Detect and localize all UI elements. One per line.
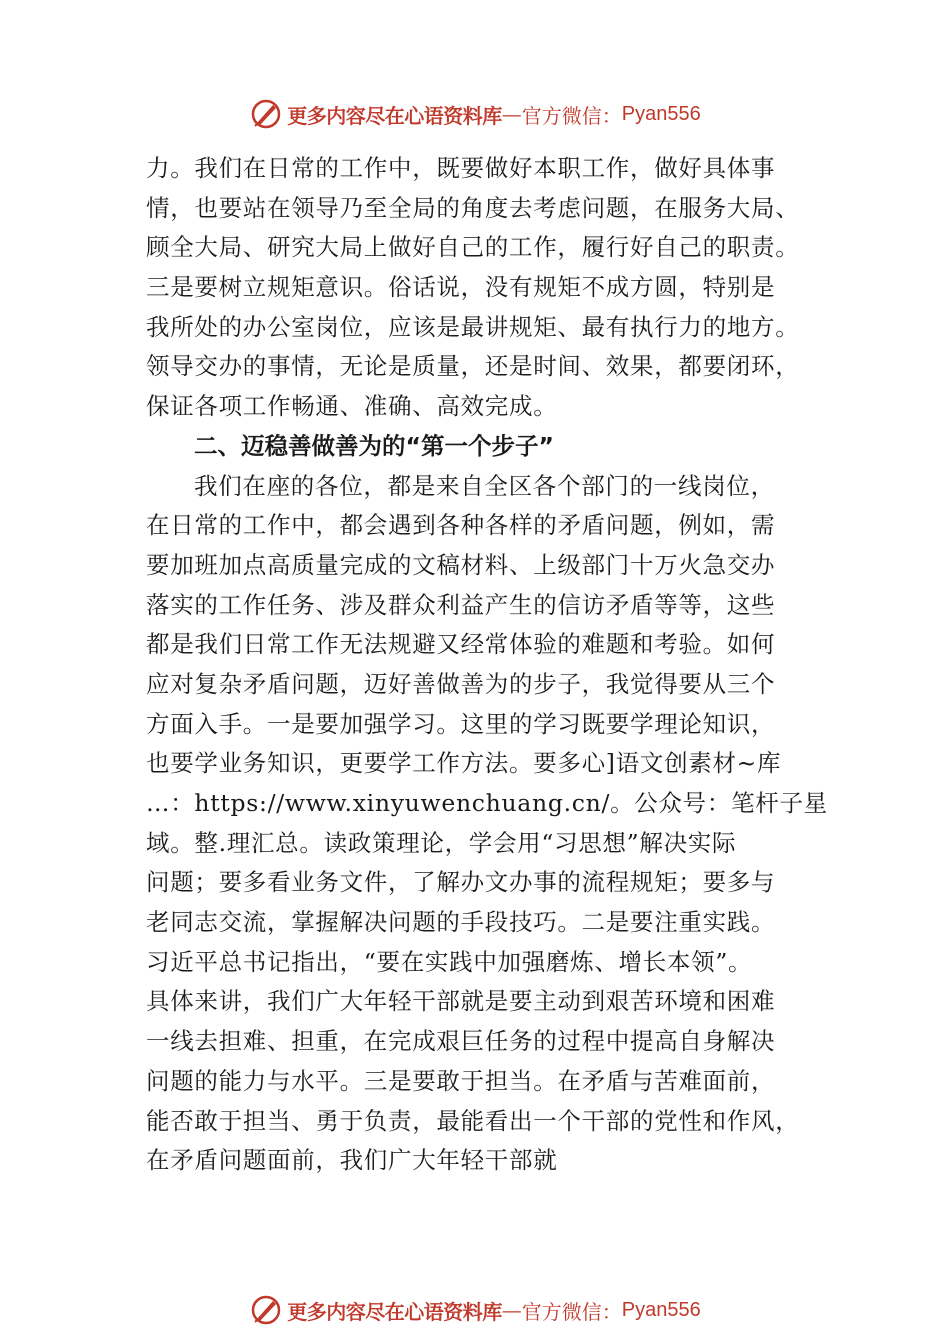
banner-dash: —	[501, 102, 522, 126]
text-line: 领导交办的事情，无论是质量，还是时间、效果，都要闭环，	[146, 352, 800, 381]
text-line: 顾全大局、研究大局上做好自己的工作，履行好自己的职责。	[146, 233, 800, 262]
text-line: 要加班加点高质量完成的文稿材料、上级部门十万火急交办	[146, 550, 776, 579]
text-line: 习近平总书记指出，“要在实践中加强磨炼、增长本领”。	[146, 947, 753, 976]
text-line: …：https://www.xinyuwenchuang.cn/。公众号：笔杆子星	[146, 789, 828, 817]
footer-banner	[0, 1290, 950, 1330]
text-line: 问题；要多看业务文件，了解办文办事的流程规矩；要多与	[146, 868, 776, 897]
text-line: 我们在座的各位，都是来自全区各个部门的一线岗位，	[194, 471, 775, 500]
banner-wechat-id: Pyan556	[621, 1298, 701, 1321]
banner-wechat-label: 官方微信：	[521, 1299, 622, 1324]
text-line: 力。我们在日常的工作中，既要做好本职工作，做好具体事	[146, 154, 776, 182]
text-line: 三是要树立规矩意识。俗话说，没有规矩不成方圆，特别是	[146, 273, 776, 302]
banner-wechat-label: 官方微信：	[521, 103, 622, 128]
text-line: 方面入手。一是要加强学习。这里的学习既要学理论知识，	[146, 709, 776, 738]
banner-site-name: 更多内容尽在心语资料库	[287, 1299, 502, 1324]
section-heading: 二、迈稳善做善为的“第一个步子”	[194, 431, 554, 460]
text-line: 都是我们日常工作无法规避又经常体验的难题和考验。如何	[146, 630, 776, 659]
quill-logo-icon	[249, 1293, 283, 1327]
text-line: 应对复杂矛盾问题，迈好善做善为的步子，我觉得要从三个	[146, 669, 776, 698]
text-line: 也要学业务知识，更要学工作方法。要多心]语文创素材~库	[146, 749, 782, 778]
banner-site-name: 更多内容尽在心语资料库	[287, 103, 502, 128]
text-line: 一线去担难、担重，在完成艰巨任务的过程中提高自身解决	[146, 1027, 776, 1056]
text-line: 我所处的办公室岗位，应该是最讲规矩、最有执行力的地方。	[146, 312, 800, 341]
text-line: 在矛盾问题面前，我们广大年轻干部就	[146, 1146, 558, 1175]
banner-dash: —	[501, 1298, 522, 1322]
text-line: 在日常的工作中，都会遇到各种各样的矛盾问题，例如，需	[146, 511, 776, 540]
quill-logo-icon	[249, 97, 283, 131]
text-line: 保证各项工作畅通、准确、高效完成。	[146, 392, 558, 421]
banner-wechat-id: Pyan556	[621, 102, 701, 125]
document-body	[146, 149, 828, 1181]
text-line: 能否敢于担当、勇于负责，最能看出一个干部的党性和作风，	[146, 1106, 800, 1135]
text-line: 具体来讲，我们广大年轻干部就是要主动到艰苦环境和困难	[146, 987, 776, 1016]
text-line: 老同志交流，掌握解决问题的手段技巧。二是要注重实践。	[146, 908, 776, 937]
text-line: 问题的能力与水平。三是要敢于担当。在矛盾与苦难面前，	[146, 1066, 776, 1095]
text-line: 落实的工作任务、涉及群众利益产生的信访矛盾等等，这些	[146, 590, 776, 619]
text-line: 情，也要站在领导乃至全局的角度去考虑问题，在服务大局、	[146, 193, 800, 222]
text-line: 域。整.理汇总。读政策理论，学会用“习思想”解决实际	[146, 828, 737, 857]
header-banner	[0, 94, 950, 134]
